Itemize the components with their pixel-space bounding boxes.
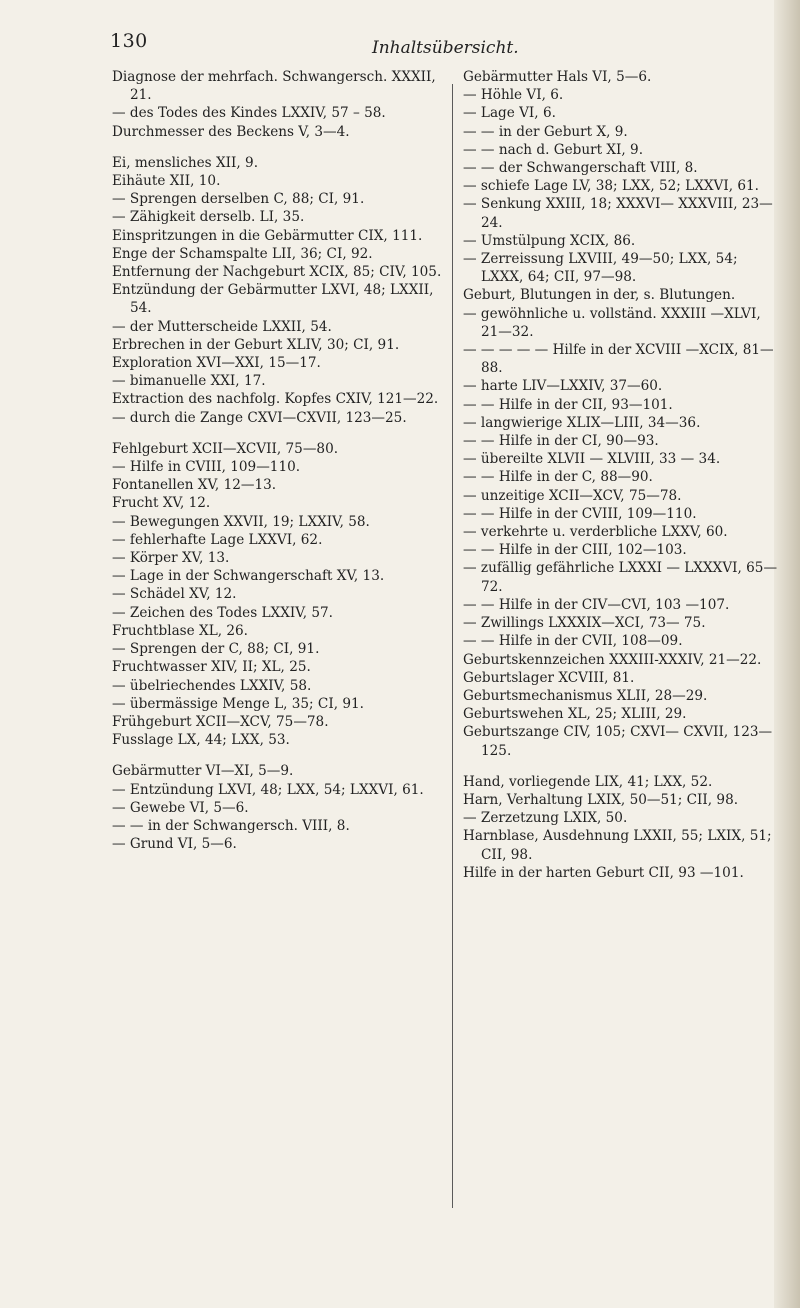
index-entry: — Grund VI, 5—6.: [112, 836, 237, 853]
index-entry: — bimanuelle XXI, 17.: [112, 373, 266, 390]
index-entry: Harnblase, Ausdehnung LXXII, 55; LXIX, 51; CII, 98.: [463, 828, 772, 863]
index-entry: — — Hilfe in der CVII, 108—09.: [463, 633, 683, 650]
index-entry: — Sprengen derselben C, 88; CI, 91.: [112, 191, 365, 208]
index-entry: — Zerzetzung LXIX, 50.: [463, 810, 628, 827]
index-entry: — Zwillings LXXXIX—XCI, 73— 75.: [463, 615, 706, 632]
index-entry: — Bewegungen XXVII, 19; LXXIV, 58.: [112, 513, 370, 530]
index-entry: — übermässige Menge L, 35; CI, 91.: [112, 695, 364, 712]
index-entry: Geburtslager XCVIII, 81.: [463, 669, 635, 686]
index-entry: Harn, Verhaltung LXIX, 50—51; CII, 98.: [463, 791, 739, 808]
index-entry: Geburtswehen XL, 25; XLIII, 29.: [463, 706, 687, 723]
index-entry: — — Hilfe in der CIV—CVI, 103 —107.: [463, 596, 730, 613]
column-divider: [452, 84, 453, 1208]
index-entry: — Lage in der Schwangerschaft XV, 13.: [112, 568, 385, 585]
index-entry: — Zähigkeit derselb. LI, 35.: [112, 209, 305, 226]
index-entry: — Sprengen der C, 88; CI, 91.: [112, 641, 320, 658]
index-entry: Fruchtblase XL, 26.: [112, 622, 248, 639]
index-entry: — harte LIV—LXXIV, 37—60.: [463, 378, 663, 395]
index-entry: Geburt, Blutungen in der, s. Blutungen.: [463, 287, 736, 304]
index-entry: — übereilte XLVII — XLVIII, 33 — 34.: [463, 451, 721, 468]
index-entry: — schiefe Lage LV, 38; LXX, 52; LXXVI, 61.: [463, 178, 759, 195]
index-entry: — Gewebe VI, 5—6.: [112, 799, 249, 816]
index-entry: Fusslage LX, 44; LXX, 53.: [112, 732, 290, 749]
index-entry: — der Mutterscheide LXXII, 54.: [112, 318, 332, 335]
index-entry: Fehlgeburt XCII—XCVII, 75—80.: [112, 440, 339, 457]
index-entry: Diagnose der mehrfach. Schwangersch. XXXII, 21.: [112, 69, 436, 104]
index-entry: — Höhle VI, 6.: [463, 87, 564, 104]
index-entry: — des Todes des Kindes LXXIV, 57 – 58.: [112, 105, 386, 122]
index-entry: — verkehrte u. verderbliche LXXV, 60.: [463, 524, 728, 541]
index-entry: Ei, mensliches XII, 9.: [112, 154, 259, 171]
index-entry: — — der Schwangerschaft VIII, 8.: [463, 160, 698, 177]
index-entry: — — nach d. Geburt XI, 9.: [463, 141, 644, 158]
index-entry: Eihäute XII, 10.: [112, 173, 221, 190]
index-entry: — durch die Zange CXVI—CXVII, 123—25.: [112, 409, 407, 426]
index-entry: Durchmesser des Beckens V, 3—4.: [112, 123, 350, 140]
index-entry: Gebärmutter VI—XI, 5—9.: [112, 763, 294, 780]
index-entry: — gewöhnliche u. vollständ. XXXIII —XLVI, 21—32.: [463, 305, 761, 340]
index-entry: — — Hilfe in der C, 88—90.: [463, 469, 653, 486]
index-entry: Fruchtwasser XIV, II; XL, 25.: [112, 659, 311, 676]
index-column-left: [112, 68, 442, 853]
index-entry: — Entzündung LXVI, 48; LXX, 54; LXXVI, 61.: [112, 781, 424, 798]
index-entry: — — in der Schwangersch. VIII, 8.: [112, 817, 350, 834]
index-entry: — unzeitige XCII—XCV, 75—78.: [463, 487, 682, 504]
index-entry: — Körper XV, 13.: [112, 550, 230, 567]
index-entry: Entfernung der Nachgeburt XCIX, 85; CIV, 105.: [112, 264, 442, 281]
index-entry: Gebärmutter Hals VI, 5—6.: [463, 69, 652, 85]
index-entry: — Senkung XXIII, 18; XXXVI— XXXVIII, 23—24.: [463, 196, 773, 231]
index-entry: — Umstülpung XCIX, 86.: [463, 232, 636, 249]
index-entry: — Hilfe in CVIII, 109—110.: [112, 459, 301, 476]
page-number: 130: [110, 30, 148, 52]
index-entry: — Zeichen des Todes LXXIV, 57.: [112, 604, 333, 621]
index-entry: Hand, vorliegende LIX, 41; LXX, 52.: [463, 773, 713, 790]
index-entry: Geburtszange CIV, 105; CXVI— CXVII, 123—125.: [463, 724, 773, 759]
index-entry: Fontanellen XV, 12—13.: [112, 477, 277, 494]
index-entry: Frucht XV, 12.: [112, 495, 211, 512]
index-entry: — — Hilfe in der CVIII, 109—110.: [463, 505, 697, 522]
index-entry: — — Hilfe in der CI, 90—93.: [463, 433, 659, 450]
index-entry: Geburtskennzeichen XXXIII-XXXIV, 21—22.: [463, 651, 762, 668]
index-entry: — — — — — Hilfe in der XCVIII —XCIX, 81—88.: [463, 342, 774, 377]
index-entry: Entzündung der Gebärmutter LXVI, 48; LXXII, 54.: [112, 282, 434, 317]
index-entry: — Schädel XV, 12.: [112, 586, 237, 603]
index-entry: Enge der Schamspalte LII, 36; CI, 92.: [112, 245, 373, 262]
index-entry: — — Hilfe in der CII, 93—101.: [463, 396, 673, 413]
index-entry: Einspritzungen in die Gebärmutter CIX, 111.: [112, 227, 423, 244]
running-head: Inhaltsübersicht.: [372, 38, 519, 58]
index-entry: Extraction des nachfolg. Kopfes CXIV, 121—22.: [112, 391, 439, 408]
index-entry: — zufällig gefährliche LXXXI — LXXXVI, 65—72.: [463, 560, 778, 595]
index-entry: — Lage VI, 6.: [463, 105, 556, 122]
index-entry: Geburtsmechanismus XLII, 28—29.: [463, 687, 708, 704]
index-entry: Frühgeburt XCII—XCV, 75—78.: [112, 713, 329, 730]
index-entry: — übelriechendes LXXIV, 58.: [112, 677, 312, 694]
index-entry: — langwierige XLIX—LIII, 34—36.: [463, 414, 701, 431]
index-entry: Hilfe in der harten Geburt CII, 93 —101.: [463, 864, 744, 881]
index-entry: Erbrechen in der Geburt XLIV, 30; CI, 91.: [112, 336, 400, 353]
index-entry: — — in der Geburt X, 9.: [463, 123, 628, 140]
index-entry: — fehlerhafte Lage LXXVI, 62.: [112, 531, 323, 548]
index-entry: — — Hilfe in der CIII, 102—103.: [463, 542, 687, 559]
index-column-right: [463, 68, 778, 882]
index-entry: Exploration XVI—XXI, 15—17.: [112, 355, 321, 372]
index-entry: — Zerreissung LXVIII, 49—50; LXX, 54; LXXX, 64; CII, 97—98.: [463, 251, 738, 286]
